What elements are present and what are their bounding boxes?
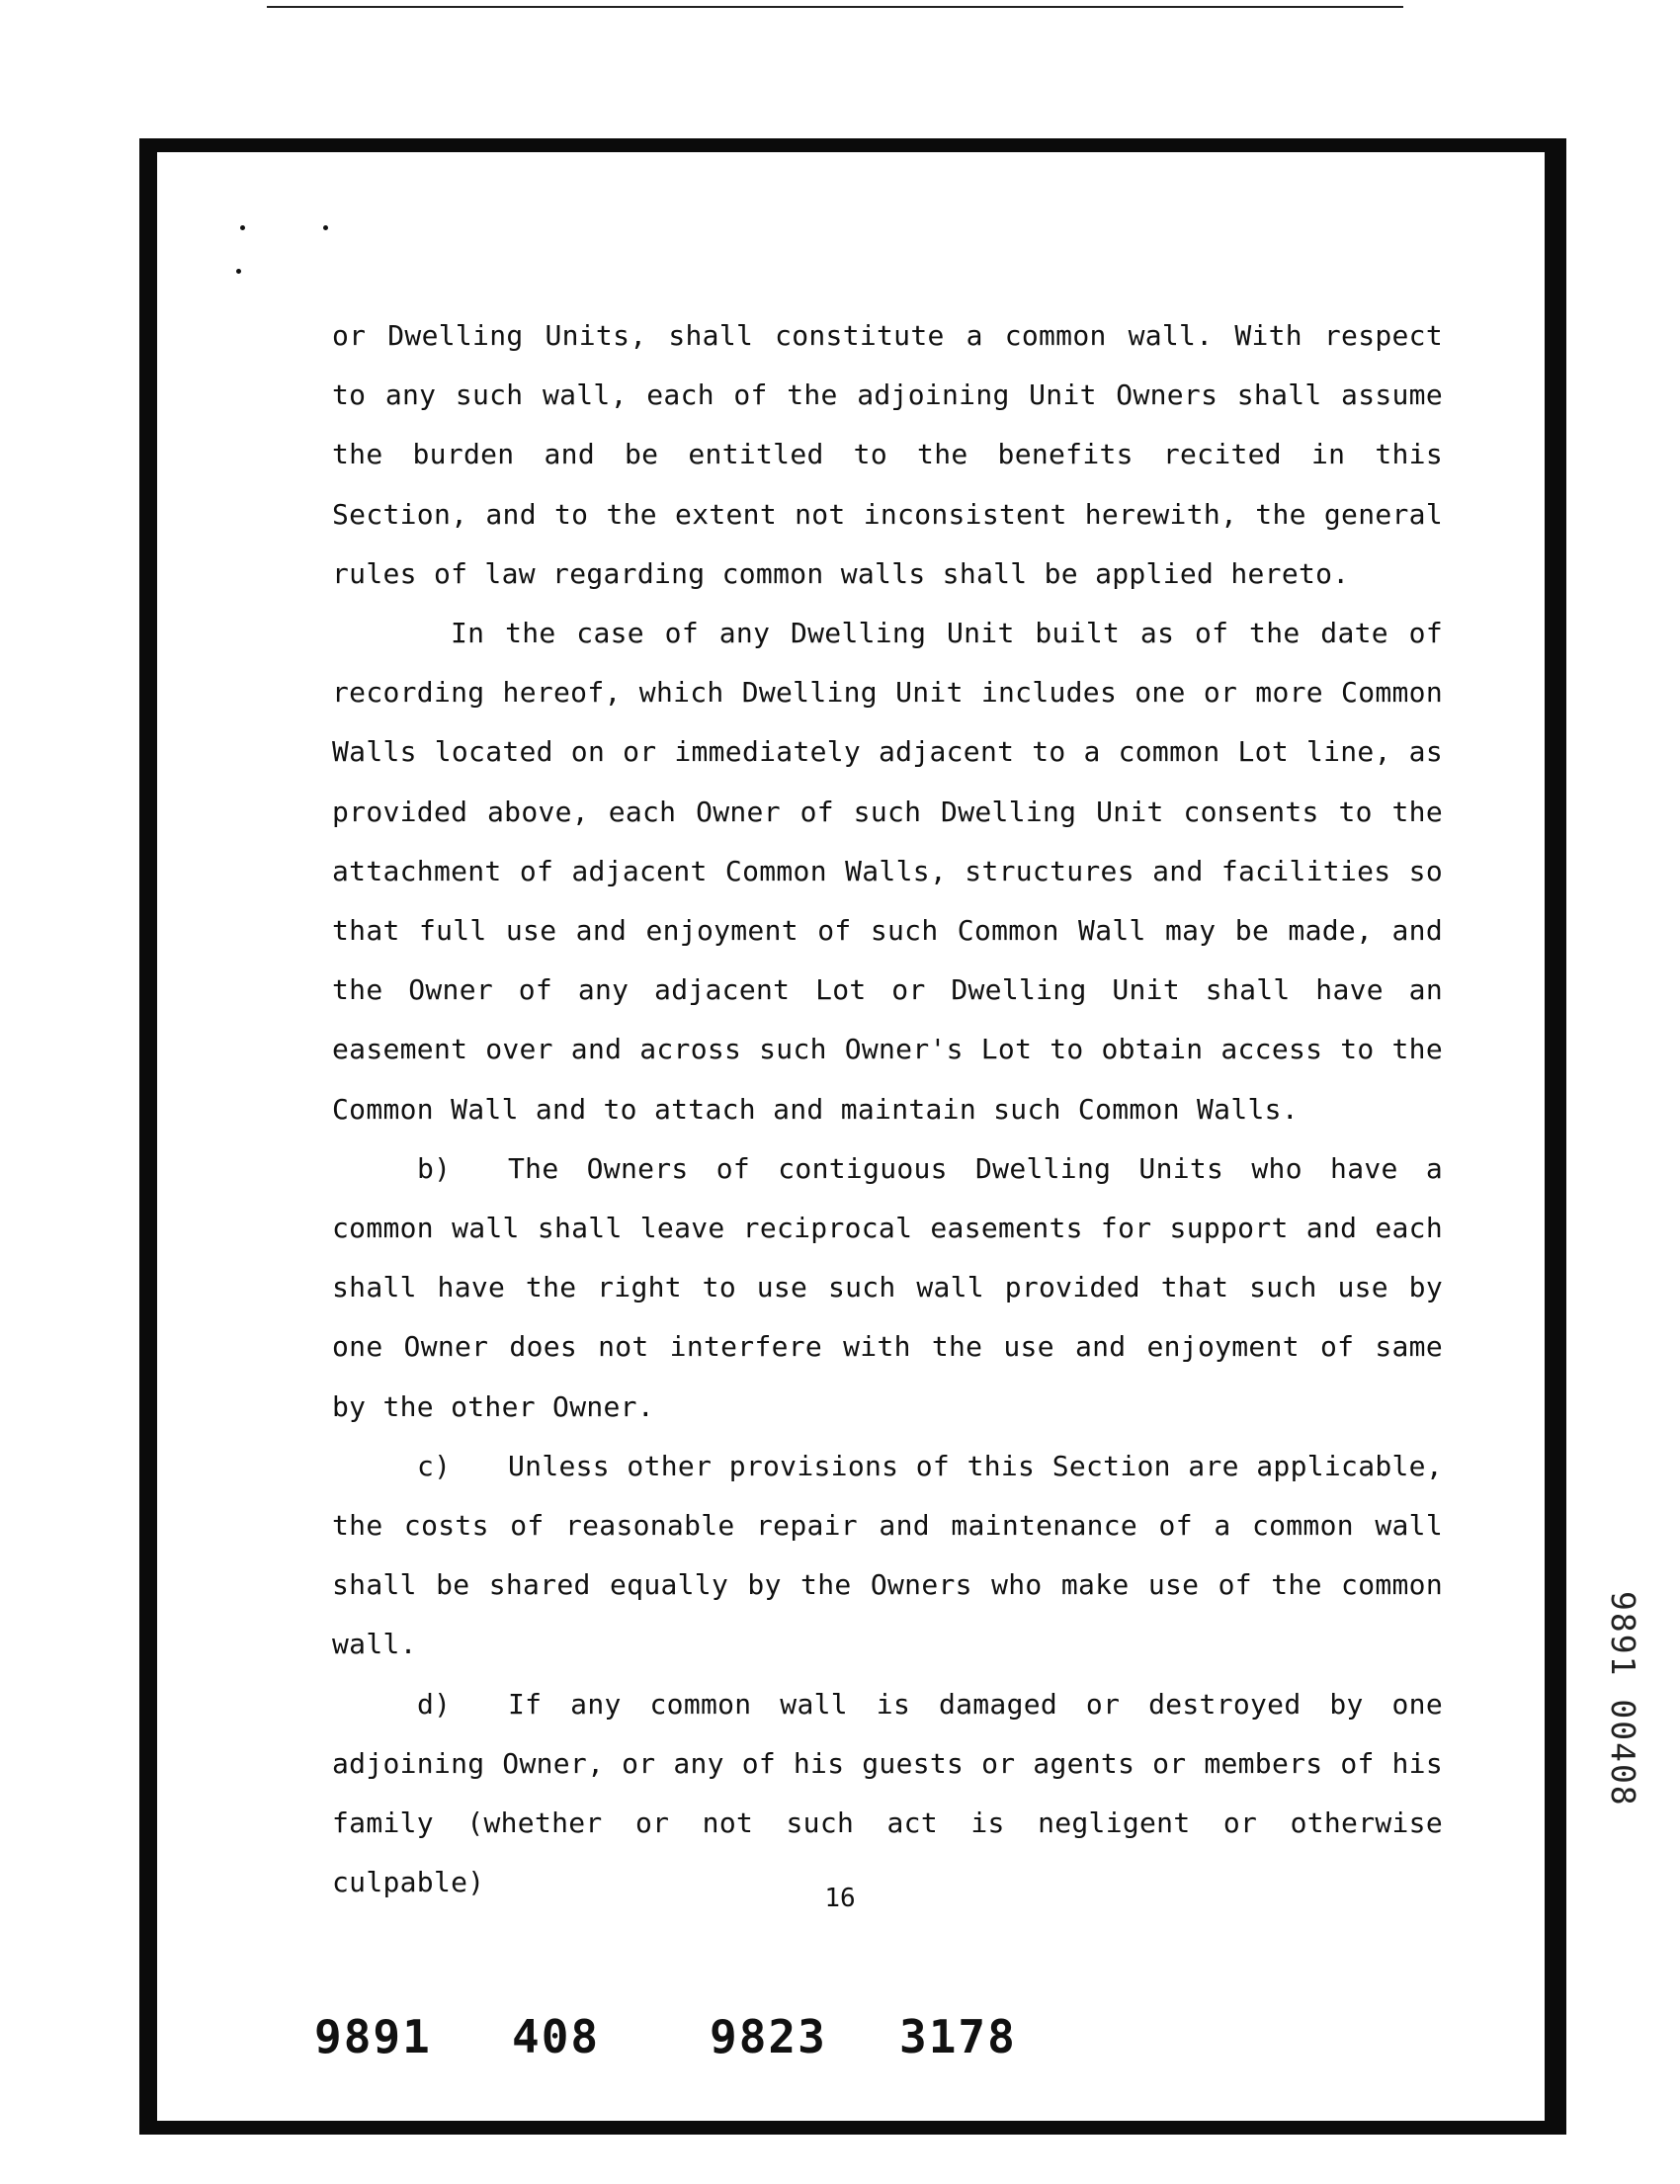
- scan-speck: [236, 269, 241, 274]
- paragraph-c-text: Unless other provisions of this Section are applicable, the costs of reasonable repair and maintenance of a common wall shall be shared equally by the Owners who make use of the common wall.: [332, 1449, 1443, 1661]
- paragraph-2-text: In the case of any Dwelling Unit built as of the date of recording hereof, which Dwelling Unit includes one or more Common Walls located on or immediately adjacent to a common Lot line, as provided above, each Owner of such Dwelling Unit consents to the attachment of adjacent Common Walls, structures and facilities so that full use and enjoyment of such Common Wall may be made, and the Owner of any adjacent Lot or Dwelling Unit shall have an easement over and across such Owner's Lot to obtain access to the Common Wall and to attach and maintain such Common Walls.: [332, 617, 1443, 1126]
- paragraph-c-marker: c): [417, 1449, 452, 1482]
- top-scan-rule: [267, 6, 1403, 8]
- side-bates-stamp: 9891 00408: [1604, 1591, 1642, 1807]
- paragraph-1-text: or Dwelling Units, shall constitute a common wall. With respect to any such wall, each of the adjoining Unit Owners shall assume the burden and be entitled to the benefits recited in this Section, and to the extent not inconsistent herewith, the general rules of law regarding common walls shall be applied hereto.: [332, 319, 1443, 590]
- document-body: [332, 306, 1443, 1912]
- bates-number-2: 408: [512, 2010, 601, 2063]
- scan-speck: [240, 225, 245, 230]
- paragraph-c: [332, 1437, 1443, 1675]
- paragraph-d-marker: d): [417, 1687, 452, 1721]
- bates-number-3: 9823: [710, 2010, 827, 2063]
- bates-number-4: 3178: [899, 2010, 1017, 2063]
- paragraph-d-text: If any common wall is damaged or destroyed by one adjoining Owner, or any of his guests or agents or members of his family (whether or not such act is negligent or otherwise culpable): [332, 1687, 1443, 1899]
- scan-speck: [323, 225, 328, 230]
- page-number: 16: [824, 1884, 856, 1913]
- paragraph-2: [332, 604, 1443, 1139]
- bates-number-1: 9891: [314, 2010, 432, 2063]
- paragraph-1: [332, 306, 1443, 604]
- paragraph-b: [332, 1139, 1443, 1437]
- paragraph-b-marker: b): [417, 1151, 452, 1185]
- bates-number-row: [168, 2010, 1057, 2069]
- paragraph-b-text: The Owners of contiguous Dwelling Units who have a common wall shall leave reciprocal easements for support and each shall have the right to use such wall provided that such use by one Owner does not interfere with the use and enjoyment of same by the other Owner.: [332, 1151, 1443, 1423]
- paragraph-d: [332, 1675, 1443, 1913]
